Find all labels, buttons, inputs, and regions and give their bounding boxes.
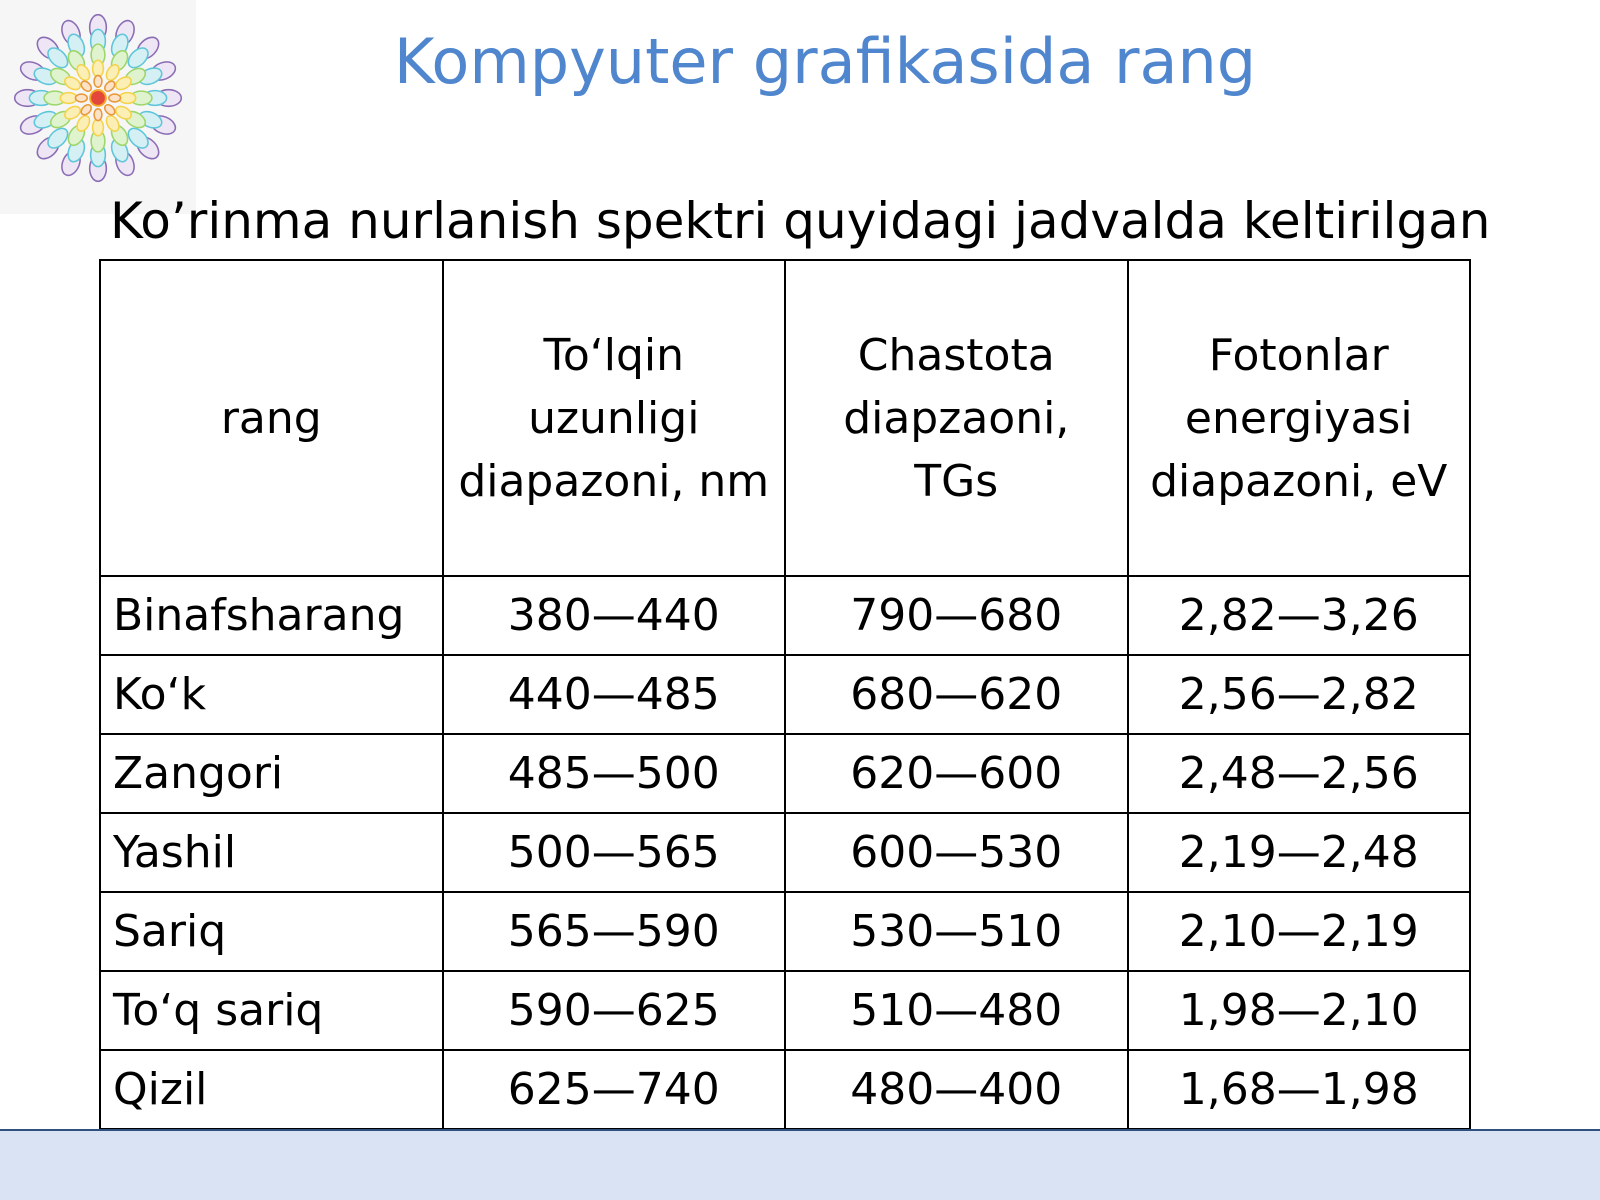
color-name-cell: Binafsharang — [100, 576, 443, 655]
color-name-cell: Yashil — [100, 813, 443, 892]
column-header-frequency: Chastota diapzaoni, TGs — [785, 260, 1128, 576]
table-row — [100, 734, 1470, 813]
frequency-cell: 600—530 — [785, 813, 1128, 892]
mandala-petal — [103, 103, 117, 117]
wavelength-cell: 590—625 — [443, 971, 786, 1050]
energy-cell: 1,98—2,10 — [1128, 971, 1471, 1050]
footer-bar — [0, 1129, 1600, 1200]
spectrum-table — [99, 259, 1471, 1130]
table-row — [100, 813, 1470, 892]
mandala-petal — [79, 103, 93, 117]
frequency-cell: 510—480 — [785, 971, 1128, 1050]
mandala-icon — [0, 0, 196, 196]
table-row — [100, 1050, 1470, 1129]
mandala-petal — [109, 94, 121, 102]
mandala-petal — [93, 119, 104, 136]
energy-cell: 1,68—1,98 — [1128, 1050, 1471, 1129]
wavelength-cell: 485—500 — [443, 734, 786, 813]
slide-title: Kompyuter grafikasida rang — [393, 25, 1257, 98]
column-header-wavelength: To‘lqin uzunligi diapazoni, nm — [443, 260, 786, 576]
frequency-cell: 620—600 — [785, 734, 1128, 813]
mandala-petal — [60, 93, 77, 104]
wavelength-cell: 625—740 — [443, 1050, 786, 1129]
color-name-cell: Ko‘k — [100, 655, 443, 734]
frequency-cell: 790—680 — [785, 576, 1128, 655]
mandala-petal — [94, 109, 102, 121]
color-name-cell: Zangori — [100, 734, 443, 813]
wavelength-cell: 440—485 — [443, 655, 786, 734]
mandala-petal — [79, 79, 93, 93]
mandala-petal — [75, 94, 87, 102]
wavelength-cell: 380—440 — [443, 576, 786, 655]
mandala-core — [90, 90, 106, 106]
mandala-petal — [94, 75, 102, 87]
wavelength-cell: 565—590 — [443, 892, 786, 971]
table-row — [100, 971, 1470, 1050]
color-name-cell: Qizil — [100, 1050, 443, 1129]
table-row — [100, 655, 1470, 734]
frequency-cell: 480—400 — [785, 1050, 1128, 1129]
mandala-petal — [93, 60, 104, 77]
color-name-cell: To‘q sariq — [100, 971, 443, 1050]
frequency-cell: 680—620 — [785, 655, 1128, 734]
energy-cell: 2,48—2,56 — [1128, 734, 1471, 813]
mandala-petal — [103, 79, 117, 93]
color-name-cell: Sariq — [100, 892, 443, 971]
mandala-logo — [0, 0, 196, 214]
mandala-petal — [119, 93, 136, 104]
energy-cell: 2,19—2,48 — [1128, 813, 1471, 892]
table-row — [100, 892, 1470, 971]
energy-cell: 2,56—2,82 — [1128, 655, 1471, 734]
energy-cell: 2,10—2,19 — [1128, 892, 1471, 971]
slide-subtitle: Ko’rinma nurlanish spektri quyidagi jadvalda keltirilgan — [110, 192, 1491, 250]
table-header-row — [100, 260, 1470, 576]
column-header-photon-energy: Fotonlar energiyasi diapazoni, eV — [1128, 260, 1471, 576]
column-header-rang: rang — [100, 260, 443, 576]
energy-cell: 2,82—3,26 — [1128, 576, 1471, 655]
frequency-cell: 530—510 — [785, 892, 1128, 971]
table-row — [100, 576, 1470, 655]
wavelength-cell: 500—565 — [443, 813, 786, 892]
